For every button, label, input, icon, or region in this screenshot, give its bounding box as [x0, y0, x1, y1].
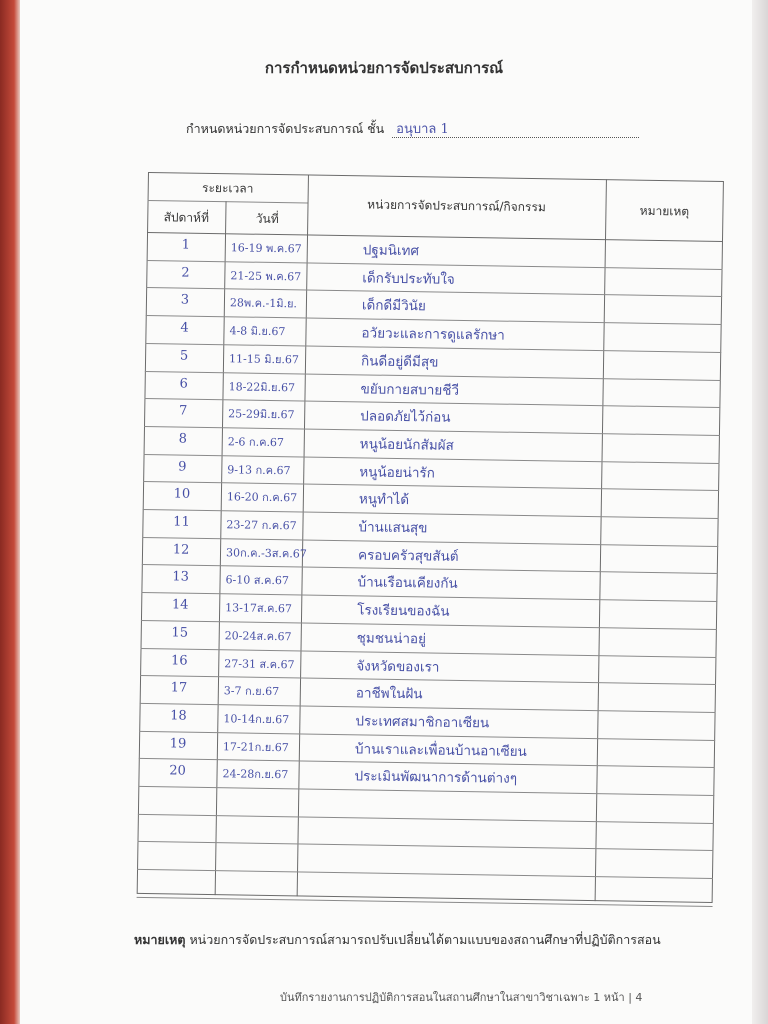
row-week: 4 [180, 320, 189, 336]
row-date: 17-21ก.ย.67 [222, 739, 289, 754]
row-date: 11-15 มิ.ย.67 [228, 352, 300, 367]
row-unit: ครอบครัวสุขสันต์ [357, 547, 459, 565]
row-week: 16 [170, 652, 188, 669]
row-unit: ประเมินพัฒนาการด้านต่างๆ [354, 768, 518, 788]
row-unit: ปลอดภัยไว้ก่อน [360, 408, 451, 426]
class-level-line [186, 118, 639, 139]
row-unit: เด็กดีมีวินัย [361, 297, 426, 315]
row-date: 20-24ส.ค.67 [224, 629, 292, 644]
note-line [134, 930, 661, 950]
row-week: 8 [178, 431, 188, 447]
page-label: หน้า | [603, 991, 632, 1004]
row-unit: ปฐมนิเทศ [362, 242, 420, 260]
row-date: 18-22มิ.ย.67 [228, 379, 296, 394]
row-week: 15 [171, 625, 189, 641]
row-week: 14 [171, 597, 189, 613]
row-week: 1 [181, 237, 191, 253]
week-header: สัปดาห์ที่ [163, 210, 210, 225]
row-date: 13-17ส.ค.67 [225, 601, 293, 616]
row-date: 24-28ก.ย.67 [222, 767, 289, 782]
row-week: 19 [169, 736, 187, 752]
class-level-value: อนุบาล 1 [392, 122, 639, 138]
row-unit: โรงเรียนของฉัน [357, 602, 450, 620]
period-header: ระยะเวลา [201, 180, 254, 196]
row-date: 25-29มิ.ย.67 [228, 407, 295, 422]
note-text: หน่วยการจัดประสบการณ์สามารถปรับเปลี่ยนได้ตามแบบของสถานศึกษาที่ปฏิบัติการสอน [189, 932, 661, 947]
row-week: 11 [173, 514, 190, 530]
row-unit: ขยับกายสบายชีวี [360, 380, 460, 399]
row-week: 17 [170, 680, 188, 696]
row-date: 10-14ก.ย.67 [223, 712, 290, 727]
row-week: 18 [170, 708, 187, 724]
row-date: 16-19 พ.ค.67 [230, 241, 302, 256]
unit-header: หน่วยการจัดประสบการณ์/กิจกรรม [367, 197, 546, 215]
row-week: 6 [179, 376, 188, 392]
row-week: 3 [180, 292, 190, 309]
row-week: 2 [181, 265, 190, 281]
row-week: 5 [179, 348, 189, 364]
row-week: 7 [178, 403, 188, 419]
row-unit: ชุมชนน่าอยู่ [356, 630, 427, 648]
row-date: 2-6 ก.ค.67 [227, 435, 285, 450]
row-unit: บ้านแสนสุข [358, 519, 428, 537]
page-title: การกำหนดหน่วยการจัดประสบการณ์ [264, 59, 504, 77]
row-unit: หนูทำได้ [358, 491, 410, 509]
row-unit: จังหวัดของเรา [356, 657, 440, 676]
row-date: 3-7 ก.ย.67 [223, 684, 280, 699]
row-unit: อวัยวะและการดูแลรักษา [361, 325, 505, 344]
class-level-label: กำหนดหน่วยการจัดประสบการณ์ ชั้น [186, 121, 385, 136]
row-week: 10 [173, 486, 191, 502]
row-unit: เด็กรับประทับใจ [362, 270, 455, 288]
row-date: 4-8 มิ.ย.67 [229, 324, 286, 339]
row-date: 9-13 ก.ค.67 [227, 462, 291, 477]
book-spine [0, 0, 20, 1024]
unit-schedule-table [137, 172, 724, 903]
date-header: วันที่ [255, 211, 279, 227]
row-unit: อาชีพในฝัน [355, 685, 423, 703]
row-unit: บ้านเรือนเคียงกัน [357, 574, 458, 593]
note-label: หมายเหตุ [134, 932, 186, 947]
row-date: 27-31 ส.ค.67 [224, 656, 295, 671]
row-unit: บ้านเราและเพื่อนบ้านอาเซียน [354, 740, 527, 760]
row-week: 9 [178, 459, 187, 475]
row-date: 30ก.ค.-3ส.ค.67 [225, 545, 307, 561]
row-date: 21-25 พ.ค.67 [230, 268, 302, 284]
row-week: 13 [172, 569, 190, 586]
row-unit: กินดีอยู่ดีมีสุข [360, 353, 439, 371]
row-week: 12 [172, 542, 190, 558]
page-number: 4 [635, 991, 643, 1004]
row-unit: ประเทศสมาชิกอาเซียน [355, 713, 490, 732]
row-week: 20 [169, 763, 186, 779]
row-date: 28พ.ค.-1มิ.ย. [229, 296, 298, 311]
footer-text: บันทึกรายงานการปฏิบัติการสอนในสถานศึกษาในสาขาวิชาเฉพาะ 1 [280, 991, 601, 1004]
row-date: 16-20 ก.ค.67 [226, 490, 298, 505]
remark-header: หมายเหตุ [639, 203, 690, 219]
page-footer [280, 988, 642, 1006]
row-unit: หนูน้อยน่ารัก [359, 463, 436, 482]
row-unit: หนูน้อยนักสัมผัส [359, 436, 454, 454]
page-edge [752, 0, 768, 1024]
row-date: 6-10 ส.ค.67 [225, 573, 289, 588]
row-date: 23-27 ก.ค.67 [226, 518, 297, 533]
